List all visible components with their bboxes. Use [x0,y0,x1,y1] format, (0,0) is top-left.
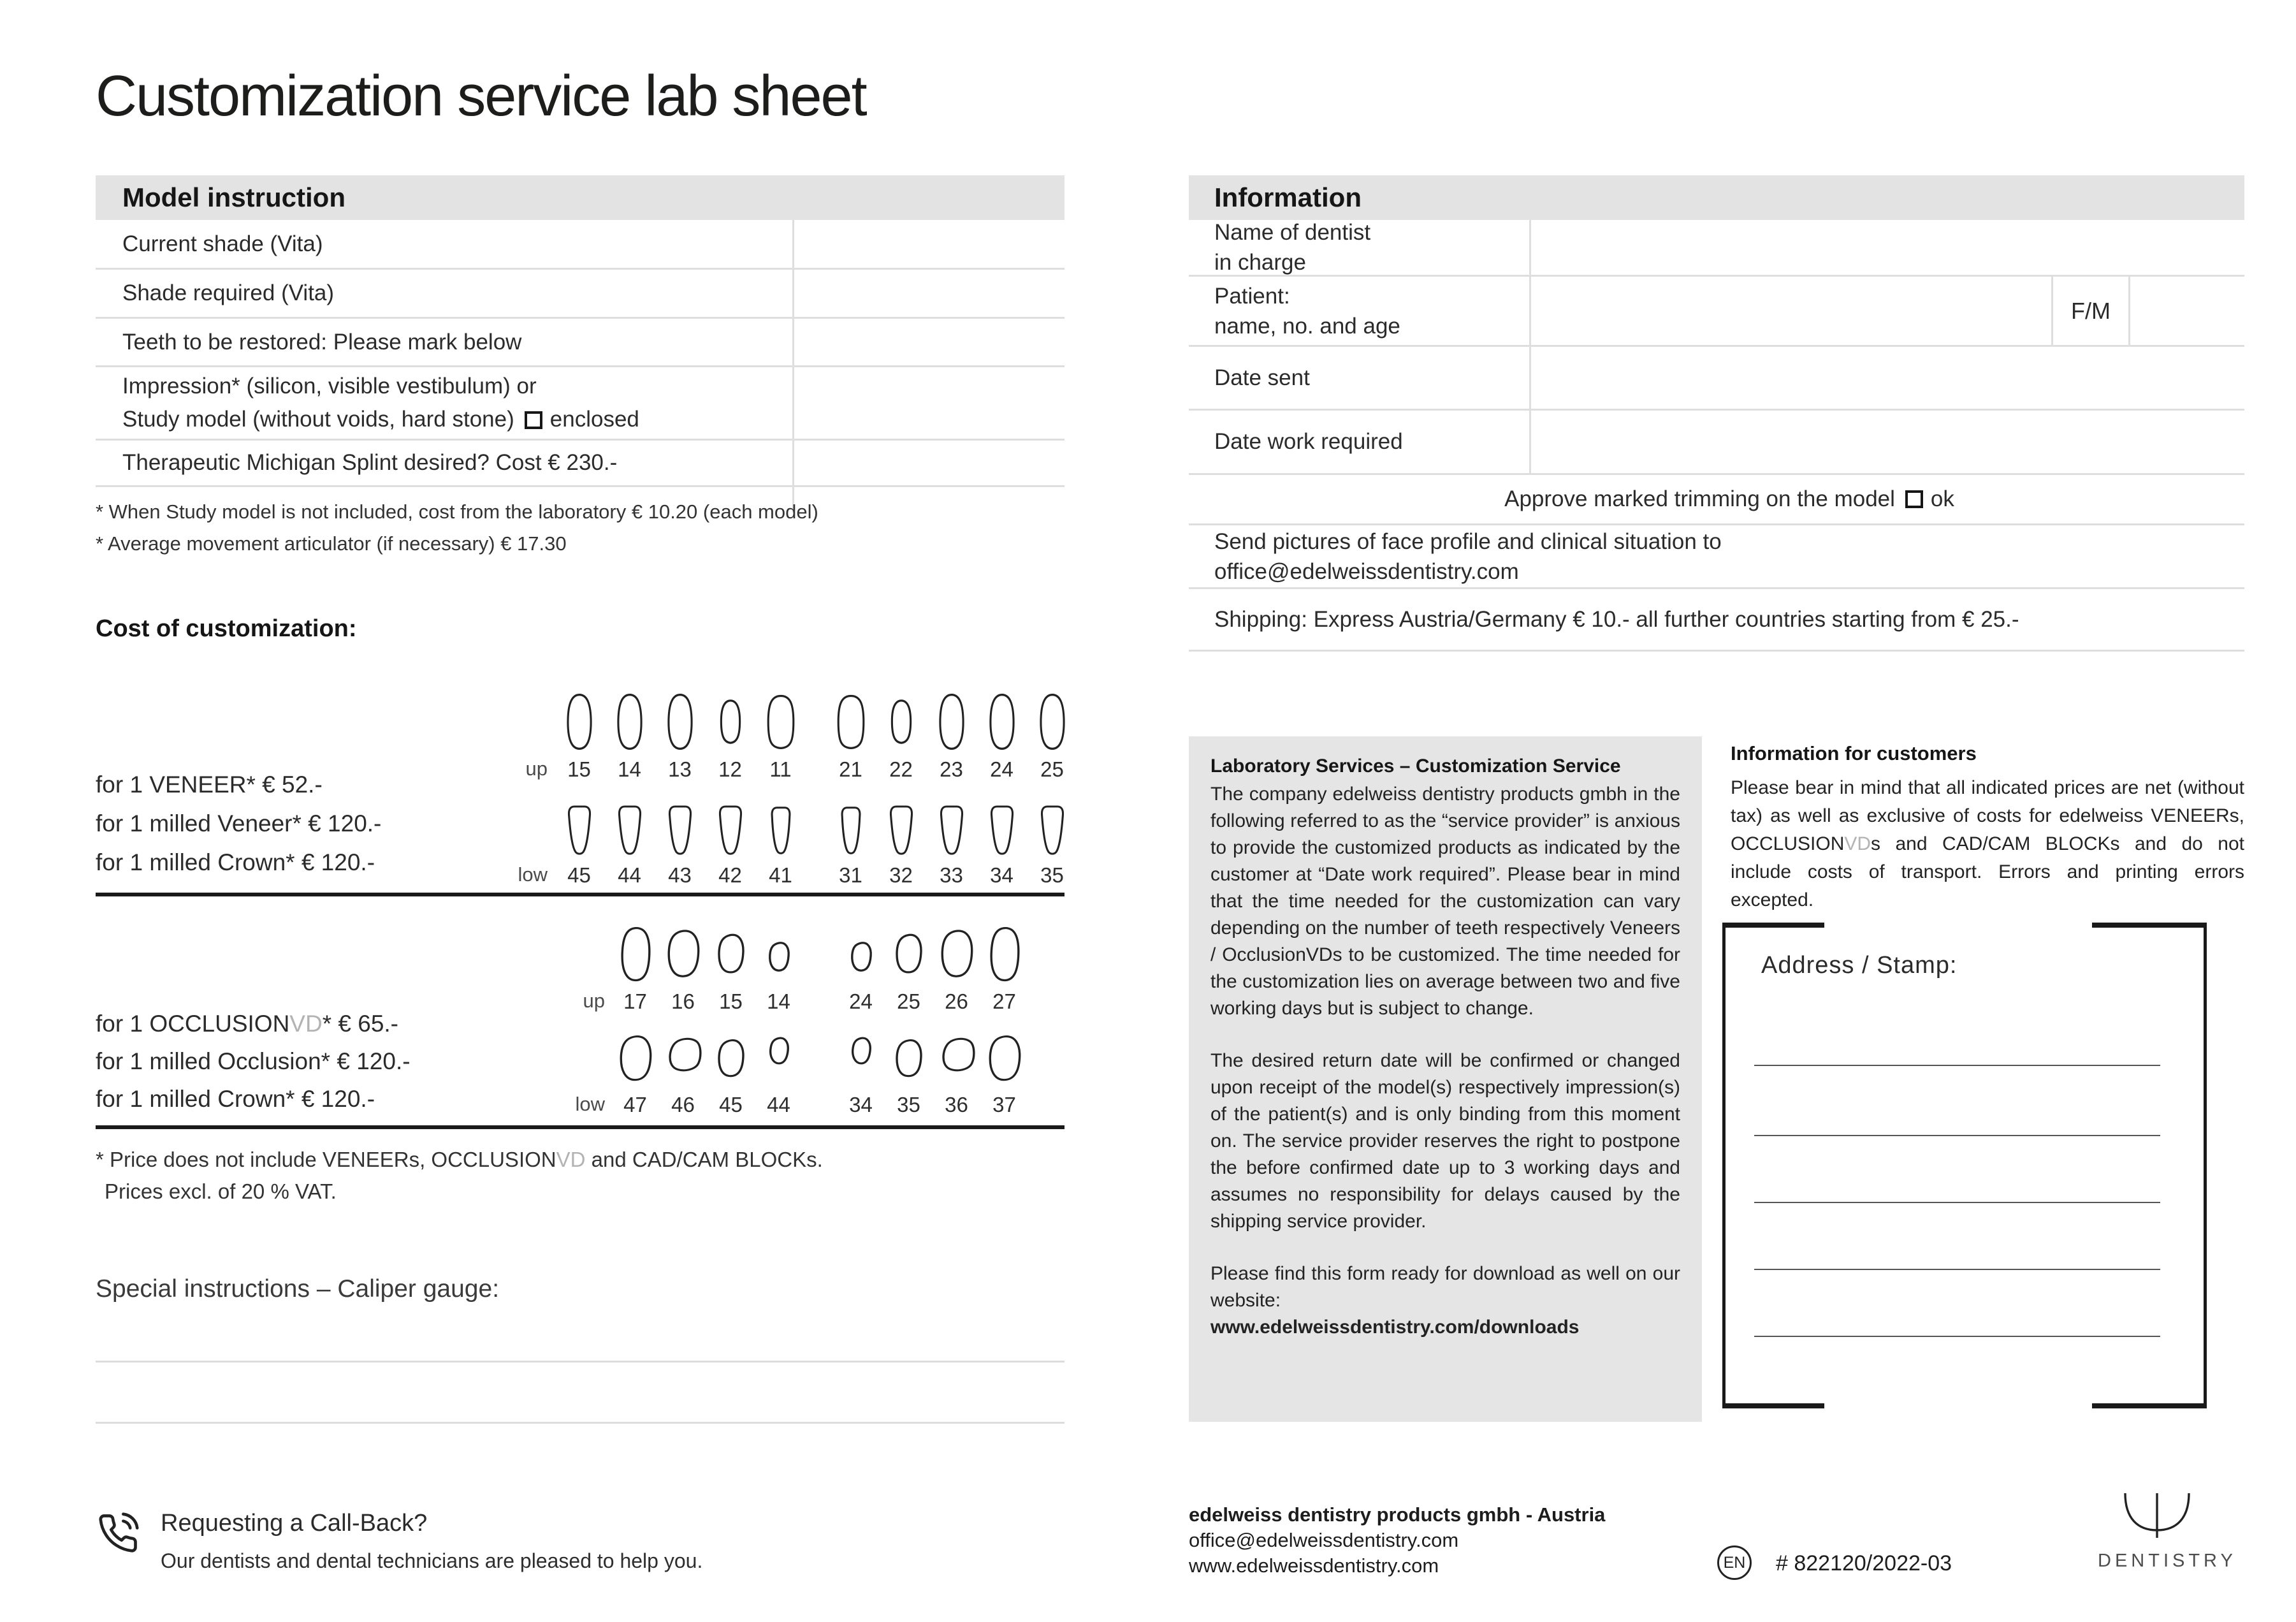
tooth-shape-icon [887,926,931,983]
tooth-cell-44[interactable] [604,803,655,888]
tooth-number: 23 [940,757,963,781]
footnote-line: Prices excl. of 20 % VAT. [105,1180,337,1203]
tooth-shape-icon [711,692,750,751]
tooth-shape-icon [1033,803,1072,857]
tooth-number: 44 [767,1093,790,1116]
writing-line[interactable] [96,1361,1064,1363]
text-segment: and CAD/CAM BLOCKs. [585,1148,823,1171]
tooth-number: 44 [618,863,641,887]
tooth-cell-23[interactable] [926,692,977,782]
callback-title: Requesting a Call-Back? [161,1510,428,1537]
row-label-text: Study model (without voids, hard stone) [122,407,514,432]
tooth-shape-icon [839,1032,883,1086]
fm-cell[interactable]: F/M [2051,277,2130,345]
tooth-cell-32[interactable] [876,803,926,888]
table-row [1189,277,2244,347]
tooth-number: 33 [940,863,963,887]
ok-checkbox[interactable] [1905,490,1923,508]
price-line [96,1042,411,1080]
tooth-shape-icon [711,803,750,857]
table-row [1189,589,2244,652]
shade-required-field[interactable] [794,270,1064,317]
tooth-shape-icon [757,926,801,983]
footnote-line: * Average movement articulator (if necessary) € 17.30 [96,532,567,555]
tooth-shape-icon [757,1032,801,1086]
tooth-number: 31 [839,863,862,887]
text-segment: for 1 milled Occlusion* € 120.- [96,1048,411,1074]
tooth-cell-17[interactable] [611,926,659,1014]
tooth-number: 21 [839,757,862,781]
customer-info-paragraph [1731,774,2244,914]
price-line [96,1080,411,1118]
tooth-cell-42[interactable] [705,803,755,888]
teeth-chart-anterior [518,692,1077,888]
address-line[interactable] [1754,1135,2160,1136]
tooth-number: 26 [945,990,968,1013]
tooth-number: 27 [992,990,1016,1013]
table-row [96,319,1064,367]
tooth-number: 15 [567,757,591,781]
row-label: Current shade (Vita) [122,231,323,256]
tooth-cell-11[interactable] [755,692,806,782]
address-line[interactable] [1754,1065,2160,1066]
tooth-number: 43 [668,863,692,887]
information-header: Information [1189,175,2244,220]
row-label: Date work required [1214,429,1403,454]
model-instruction-table [96,175,1064,487]
tooth-shape-icon [560,803,599,857]
tooth-number: 22 [889,757,913,781]
row-label: Send pictures of face profile and clinical situation to [1214,529,1722,554]
tooth-number: 25 [1040,757,1064,781]
tooth-shape-icon [839,926,883,983]
teeth-row-lower [575,1032,1028,1117]
row-label: Teeth to be restored: Please mark below [122,329,522,354]
text-segment: for 1 milled Crown* € 120.- [96,849,375,875]
price-line [96,843,381,882]
price-line [96,765,381,804]
page-title: Customization service lab sheet [96,64,866,128]
tooth-shape-icon [831,692,871,751]
model-instruction-header: Model instruction [96,175,1064,220]
row-label: Shade required (Vita) [122,281,335,305]
table-row [1189,525,2244,589]
tooth-number: 17 [623,990,647,1013]
tooth-cell-41[interactable] [755,803,806,888]
tooth-cell-15[interactable] [554,692,604,782]
edelweiss-logo-icon [2120,1492,2194,1542]
tooth-cell-26[interactable] [933,926,980,1014]
tooth-number: 35 [1040,863,1064,887]
tooth-shape-icon [709,926,753,983]
tooth-shape-icon [983,1032,1026,1086]
legal-text: Please find this form ready for download as well on our website: [1210,1263,1680,1311]
tooth-number: 35 [897,1093,920,1116]
tooth-cell-45[interactable] [707,1032,755,1117]
teeth-row-upper [525,692,1077,782]
text-segment: VD [1844,833,1871,854]
information-table [1189,175,2244,652]
tooth-shape-icon [932,803,971,857]
tooth-shape-icon [662,926,705,983]
tooth-shape-icon [932,692,971,751]
tooth-number: 12 [718,757,742,781]
tooth-cell-35[interactable] [885,1032,933,1117]
tooth-cell-33[interactable] [926,803,977,888]
download-link[interactable]: www.edelweissdentistry.com/downloads [1210,1317,1580,1338]
checkbox-label: ok [1930,486,1954,511]
row-label: Shipping: Express Austria/Germany € 10.- all further countries starting from € 25.- [1214,606,2019,632]
tooth-shape-icon [660,692,700,751]
text-segment: VD [289,1010,323,1037]
section-divider [96,893,1064,896]
tooth-cell-25[interactable] [885,926,933,1014]
tooth-cell-37[interactable] [980,1032,1028,1117]
tooth-shape-icon [887,1032,931,1086]
table-row [96,441,1064,487]
date-sent-field[interactable] [1531,347,2244,409]
tooth-shape-icon [982,803,1022,857]
tooth-number: 46 [671,1093,695,1116]
tooth-number: 24 [849,990,873,1013]
phone-icon [97,1512,139,1554]
table-row [1189,347,2244,411]
table-row [96,367,1064,441]
tooth-shape-icon [1033,692,1072,751]
low-label: low [518,863,548,886]
box-corner [1726,1403,1824,1408]
row-label: Impression* (silicon, visible vestibulum) or [122,374,537,398]
tooth-cell-47[interactable] [611,1032,659,1117]
address-stamp-label: Address / Stamp: [1761,952,1958,979]
row-label: Patient: [1214,283,1290,309]
company-website[interactable]: www.edelweissdentistry.com [1189,1554,1439,1577]
tooth-cell-21[interactable] [825,692,876,782]
company-email[interactable]: office@edelweissdentistry.com [1189,1529,1459,1551]
tooth-cell-22[interactable] [876,692,926,782]
document-number: # 822120/2022-03 [1776,1551,1952,1575]
tooth-shape-icon [982,692,1022,751]
table-row [1189,475,2244,525]
text-segment: Please bear in mind that all indicated prices are net (without tax) as well as exclusive of costs for edelweiss VENEERs, OCCLUSION [1731,777,2244,854]
row-label: name, no. and age [1214,313,1400,339]
price-line [96,1005,411,1042]
tooth-shape-icon [614,926,657,983]
tooth-number: 34 [990,863,1014,887]
tooth-cell-46[interactable] [659,1032,707,1117]
low-label: low [575,1093,605,1115]
tooth-shape-icon [761,803,801,857]
patient-field[interactable] [1531,277,2051,345]
occlusion-price-list [96,1005,411,1118]
text-segment: for 1 milled Veneer* € 120.- [96,810,382,837]
tooth-shape-icon [882,803,921,857]
row-label: in charge [1214,250,1306,275]
text-segment: for 1 VENEER* € 52.- [96,771,323,798]
callback-subtitle: Our dentists and dental technicians are pleased to help you. [161,1549,703,1572]
current-shade-field[interactable] [794,220,1064,268]
tooth-number: 32 [889,863,913,887]
teeth-row-lower [518,803,1077,888]
teeth-row-upper [583,926,1028,1014]
tooth-cell-25[interactable] [1027,692,1077,782]
address-line[interactable] [1754,1269,2160,1270]
tooth-shape-icon [831,803,871,857]
tooth-shape-icon [709,1032,753,1086]
michigan-splint-field[interactable] [794,441,1064,485]
tooth-cell-45[interactable] [554,803,604,888]
tooth-shape-icon [882,692,921,751]
table-row [96,270,1064,319]
text-segment: for 1 milled Crown* € 120.- [96,1085,375,1112]
section-divider [96,1125,1064,1129]
tooth-number: 47 [623,1093,647,1116]
tooth-cell-36[interactable] [933,1032,980,1117]
special-instructions-heading: Special instructions – Caliper gauge: [96,1275,500,1303]
dentist-name-field[interactable] [1531,220,2244,275]
language-badge: EN [1717,1545,1752,1580]
tooth-shape-icon [660,803,700,857]
tooth-number: 36 [945,1093,968,1116]
row-label: Name of dentist [1214,220,1371,245]
cost-heading: Cost of customization: [96,615,357,642]
legal-paragraph: The company edelweiss dentistry products gmbh in the following referred to as the “service provider” is anxious to provide the customized products as indicated by the customer at “Date work required”. Please bear in mind that the time needed for the customization can vary depending on the number of teeth respectively Veneers / OcclusionVDs to be customized. The time needed for the customization lies on average between two and five working days but is subject to change. [1210,784,1680,1019]
laboratory-services-block [1189,736,1702,1422]
tooth-shape-icon [560,692,599,751]
legal-paragraph: The desired return date will be confirmed or changed upon receipt of the model(s) respectively impression(s) of the patient(s) and is only binding from this moment on. The service provider reserves the right to postpone the before confirmed date up to 3 working days and assumes no responsibility for delays caused by the shipping service provider. [1210,1050,1680,1232]
tooth-number: 24 [990,757,1014,781]
tooth-number: 15 [719,990,743,1013]
tooth-cell-12[interactable] [705,692,755,782]
tooth-shape-icon [983,926,1026,983]
tooth-number: 45 [719,1093,743,1116]
tooth-cell-34[interactable] [977,803,1027,888]
company-block [1189,1502,1605,1579]
tooth-cell-24[interactable] [977,692,1027,782]
customer-info-title: Information for customers [1731,742,1977,764]
address-line[interactable] [1754,1202,2160,1203]
impression-field[interactable] [794,367,1064,439]
model-footnotes [96,496,818,560]
tooth-number: 25 [897,990,920,1013]
tooth-number: 41 [769,863,792,887]
row-label: Approve marked trimming on the model [1504,486,1895,511]
table-row [1189,411,2244,475]
footnote-line: * When Study model is not included, cost from the laboratory € 10.20 (each model) [96,500,818,523]
address-line[interactable] [1754,1336,2160,1337]
legal-paragraph [1210,1260,1680,1341]
tooth-number: 37 [992,1093,1016,1116]
tooth-cell-27[interactable] [980,926,1028,1014]
footnote-line [96,1144,823,1176]
tooth-cell-43[interactable] [655,803,705,888]
tooth-cell-15[interactable] [707,926,755,1014]
tooth-shape-icon [610,692,650,751]
tooth-number: 11 [769,757,792,781]
fm-value-field[interactable] [2132,277,2244,345]
tooth-cell-35[interactable] [1027,803,1077,888]
email-link[interactable]: office@edelweissdentistry.com [1214,559,1519,584]
tooth-number: 42 [718,863,742,887]
table-row [96,220,1064,270]
text-segment: VD [556,1148,586,1171]
text-segment: * Price does not include VENEERs, OCCLUSION [96,1148,556,1171]
writing-line[interactable] [96,1422,1064,1424]
veneer-price-list [96,765,381,882]
checkbox-label: enclosed [549,407,639,432]
tooth-cell-34[interactable] [837,1032,885,1117]
date-work-required-field[interactable] [1531,411,2244,473]
row-label: Therapeutic Michigan Splint desired? Cost € 230.- [122,450,618,475]
tooth-shape-icon [935,1032,978,1086]
tooth-number: 34 [849,1093,873,1116]
up-label: up [525,757,548,780]
tooth-number: 45 [567,863,591,887]
tooth-cell-31[interactable] [825,803,876,888]
price-footnote [96,1144,823,1208]
address-stamp-box[interactable] [1722,923,2207,1408]
price-line [96,804,381,843]
table-row [1189,220,2244,277]
tooth-number: 14 [618,757,641,781]
teeth-chart-posterior [575,926,1028,1117]
logo-wordmark: DENTISTRY [2098,1551,2237,1571]
tooth-number: 14 [767,990,790,1013]
tooth-shape-icon [761,692,801,751]
tooth-cell-13[interactable] [655,692,705,782]
tooth-cell-24[interactable] [837,926,885,1014]
company-name: edelweiss dentistry products gmbh - Austria [1189,1503,1606,1526]
text-segment: * € 65.- [322,1010,398,1037]
box-corner [2092,923,2204,928]
row-label: Date sent [1214,365,1310,390]
tooth-cell-14[interactable] [604,692,655,782]
box-corner [1726,923,1824,928]
tooth-number: 13 [668,757,692,781]
tooth-shape-icon [610,803,650,857]
tooth-cell-16[interactable] [659,926,707,1014]
tooth-shape-icon [614,1032,657,1086]
enclosed-checkbox[interactable] [525,411,542,429]
tooth-cell-44[interactable] [755,1032,803,1117]
text-segment: for 1 OCCLUSION [96,1010,290,1037]
customer-info-block [1731,740,2244,914]
tooth-shape-icon [662,1032,705,1086]
legal-title: Laboratory Services – Customization Service [1210,756,1621,777]
up-label: up [583,990,605,1012]
tooth-shape-icon [935,926,978,983]
box-corner [2092,1403,2204,1408]
tooth-cell-14[interactable] [755,926,803,1014]
tooth-number: 16 [671,990,695,1013]
text-segment: s and CAD/CAM BLOCKs and do not include costs of transport. Errors and printing errors excepted. [1731,833,2244,910]
teeth-restored-field[interactable] [794,319,1064,365]
